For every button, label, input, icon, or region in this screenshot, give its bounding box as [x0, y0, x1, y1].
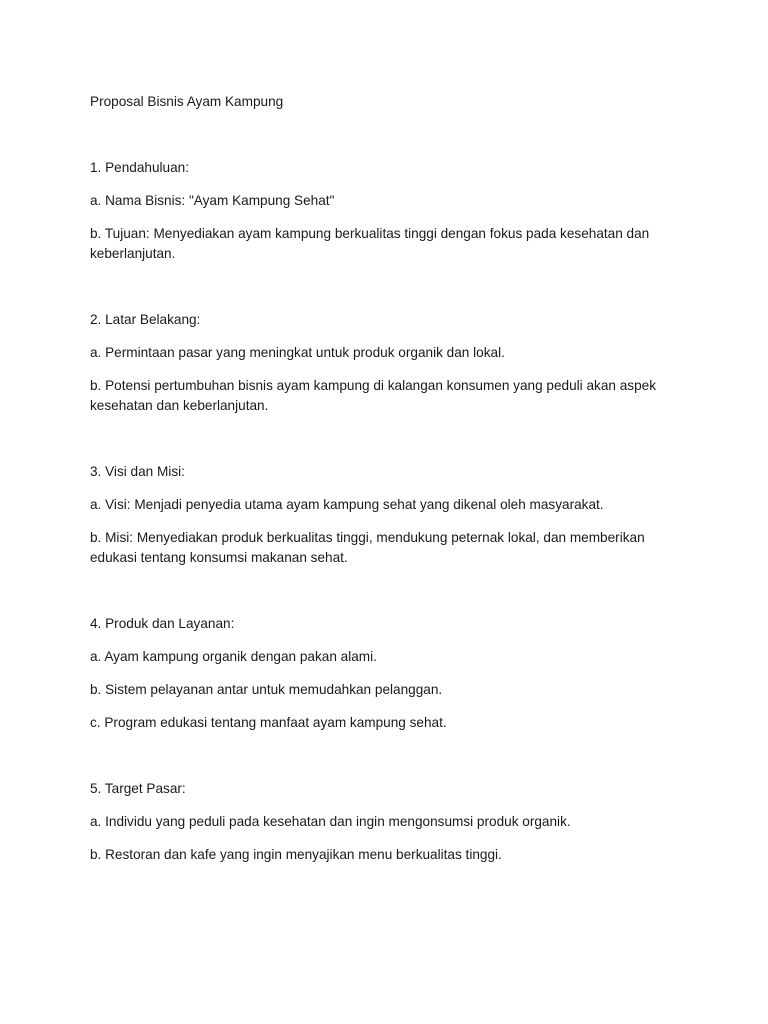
section-heading: 2. Latar Belakang:: [90, 312, 201, 327]
section-latar-belakang: [90, 310, 670, 416]
section-heading: 5. Target Pasar:: [90, 781, 186, 796]
section-visi-misi: [90, 462, 670, 568]
section-item: c. Program edukasi tentang manfaat ayam kampung sehat.: [90, 715, 447, 730]
section-heading: 4. Produk dan Layanan:: [90, 616, 235, 631]
document-title: Proposal Bisnis Ayam Kampung: [90, 94, 284, 109]
section-item: a. Individu yang peduli pada kesehatan dan ingin mengonsumsi produk organik.: [90, 814, 571, 829]
section-pendahuluan: [90, 158, 670, 264]
section-item: b. Tujuan: Menyediakan ayam kampung berkualitas tinggi dengan fokus pada kesehatan dan keberlanjutan.: [90, 226, 650, 261]
section-item: a. Permintaan pasar yang meningkat untuk produk organik dan lokal.: [90, 345, 505, 360]
section-item: a. Nama Bisnis: "Ayam Kampung Sehat": [90, 193, 335, 208]
section-item: b. Misi: Menyediakan produk berkualitas tinggi, mendukung peternak lokal, dan memberikan edukasi tentang konsumsi makanan sehat.: [90, 530, 645, 565]
section-item: a. Ayam kampung organik dengan pakan alami.: [90, 649, 377, 664]
section-item: b. Restoran dan kafe yang ingin menyajikan menu berkualitas tinggi.: [90, 847, 502, 862]
section-produk-layanan: [90, 614, 670, 733]
section-heading: 3. Visi dan Misi:: [90, 464, 185, 479]
document-body: [90, 92, 670, 865]
section-item: b. Sistem pelayanan antar untuk memudahkan pelanggan.: [90, 682, 443, 697]
section-target-pasar: [90, 779, 670, 865]
section-heading: 1. Pendahuluan:: [90, 160, 190, 175]
section-item: a. Visi: Menjadi penyedia utama ayam kampung sehat yang dikenal oleh masyarakat.: [90, 497, 604, 512]
section-item: b. Potensi pertumbuhan bisnis ayam kampung di kalangan konsumen yang peduli akan aspek kesehatan dan keberlanjutan.: [90, 378, 657, 413]
